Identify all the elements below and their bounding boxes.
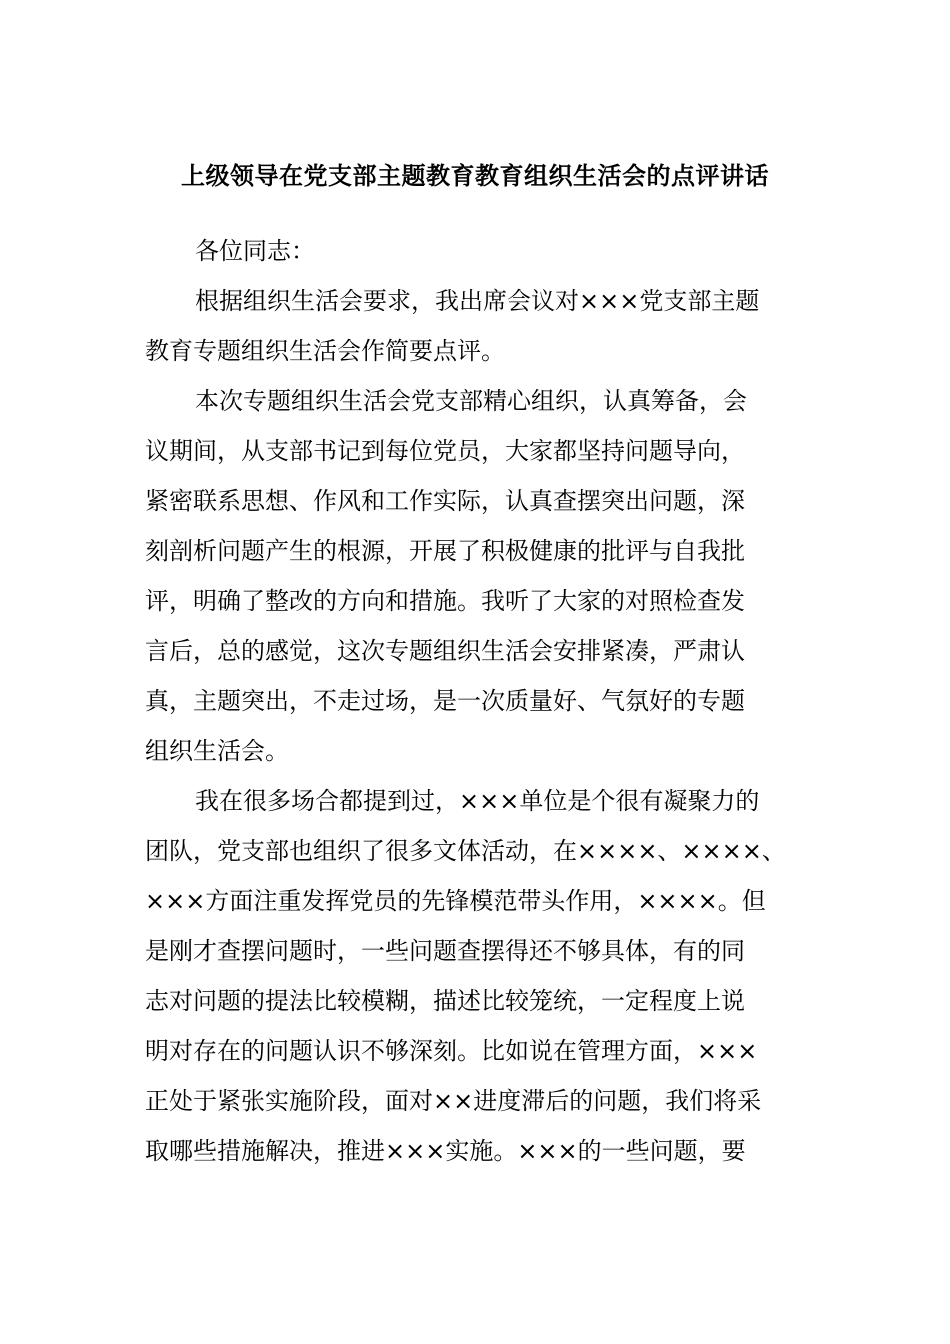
paragraph-2-line: 评，明确了整改的方向和措施。我听了大家的对照检查发 [145, 587, 745, 615]
paragraph-3-line: 是刚才查摆问题时，一些问题查摆得还不够具体，有的同 [145, 937, 745, 965]
document-body [145, 226, 810, 1176]
paragraph-3-line: 我在很多场合都提到过，×××单位是个很有凝聚力的 [195, 787, 760, 815]
paragraph-2-line: 议期间，从支部书记到每位党员，大家都坚持问题导向， [145, 437, 745, 465]
paragraph-2-line: 组织生活会。 [145, 737, 289, 765]
paragraph-2-line: 紧密联系思想、作风和工作实际，认真查摆突出问题，深 [145, 487, 745, 515]
paragraph-3-line: ×××方面注重发挥党员的先锋模范带头作用，××××。但 [145, 887, 766, 915]
paragraph-2-line: 刻剖析问题产生的根源，开展了积极健康的批评与自我批 [145, 537, 745, 565]
salutation: 各位同志： [195, 237, 315, 265]
paragraph-3-line: 志对问题的提法比较模糊，描述比较笼统，一定程度上说 [145, 987, 745, 1015]
document-title: 上级领导在党支部主题教育教育组织生活会的点评讲话 [181, 162, 769, 190]
paragraph-2-line: 本次专题组织生活会党支部精心组织，认真筹备，会 [195, 387, 747, 415]
paragraph-2-line: 言后，总的感觉，这次专题组织生活会安排紧凑，严肃认 [145, 637, 745, 665]
paragraph-1-line: 根据组织生活会要求，我出席会议对×××党支部主题 [195, 287, 760, 315]
paragraph-3-line: 团队，党支部也组织了很多文体活动，在××××、××××、 [145, 837, 786, 865]
paragraph-2-line: 真，主题突出，不走过场，是一次质量好、气氛好的专题 [145, 687, 745, 715]
paragraph-3-line: 明对存在的问题认识不够深刻。比如说在管理方面，××× [145, 1037, 758, 1065]
paragraph-3-line: 取哪些措施解决，推进×××实施。×××的一些问题，要 [145, 1137, 746, 1165]
paragraph-3-line: 正处于紧张实施阶段，面对××进度滞后的问题，我们将采 [145, 1087, 762, 1115]
paragraph-1-line: 教育专题组织生活会作简要点评。 [145, 337, 505, 365]
